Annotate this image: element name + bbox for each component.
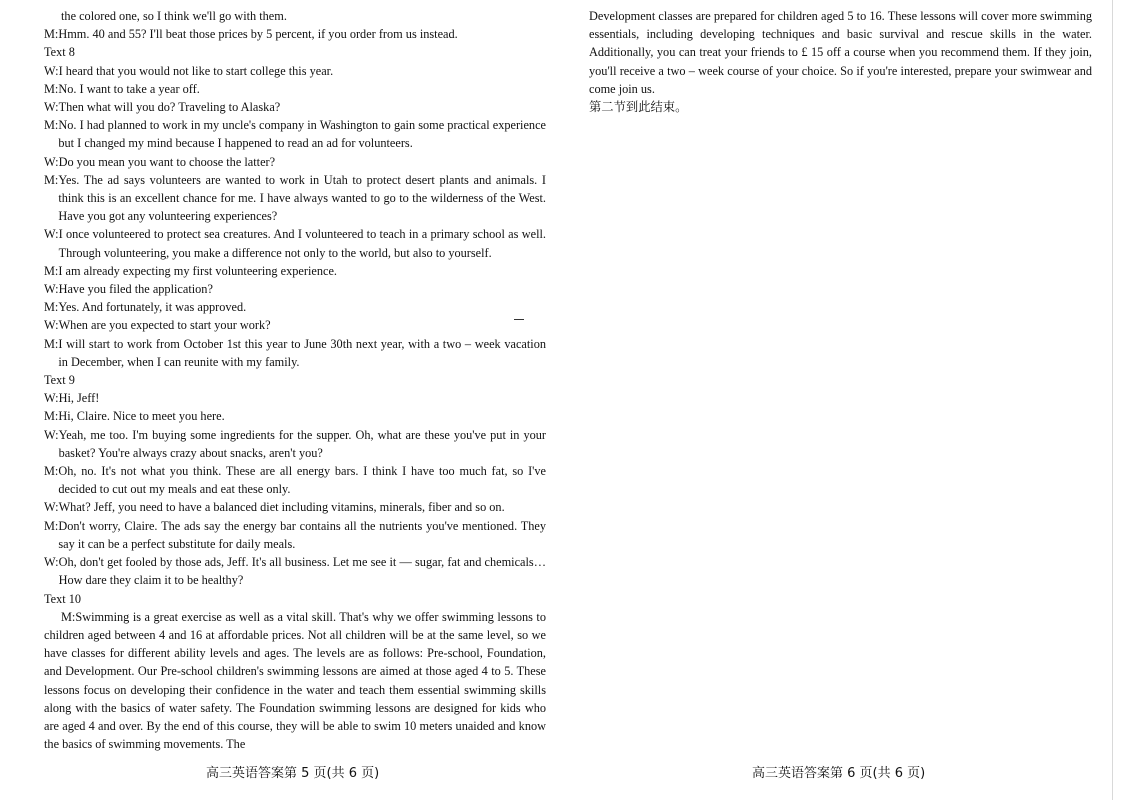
speaker-label: M:	[44, 81, 59, 96]
text-9-dialogue	[44, 389, 546, 589]
text-10-monologue: M:Swimming is a great exercise as well as a vital skill. That's why we offer swimming lessons to children aged between 4 and 16 at affordable prices. Not all children will be at the same level, so we have classes for different ability levels and ages. The levels are as follows: Pre-school, Foundation, and Development. Our Pre-school children's swimming lessons are aimed at those aged 4 to 5. These lessons focus on developing their confidence in the water and teach them essential swimming skills along with the basics of water safety. The Foundation swimming lessons are designed for kids who are aged 4 and over. By the end of this course, they will be able to swim 10 meters unaided and know the basics of swimming movements. The	[44, 609, 546, 752]
dialogue-text: I heard that you would not like to start college this year.	[58, 63, 334, 78]
dialogue-line	[44, 25, 546, 43]
speaker-label: M:	[44, 336, 59, 351]
speaker-label: W:	[44, 391, 59, 406]
speaker-label: W:	[44, 227, 59, 242]
dialogue-text: Hi, Claire. Nice to meet you here.	[58, 409, 225, 424]
dialogue-line	[44, 517, 546, 553]
dialogue-text: Oh, don't get fooled by those ads, Jeff. It's all business. Let me see it — sugar, fat and chemicals… How dare they claim it to be healthy?	[58, 555, 546, 588]
page-divider	[1112, 0, 1113, 800]
dialogue-text: Yes. And fortunately, it was approved.	[58, 300, 247, 315]
page-footer-right: 高三英语答案第 6 页(共 6 页)	[752, 766, 926, 781]
dialogue-line	[44, 153, 546, 171]
dialogue-text: Do you mean you want to choose the latter?	[58, 154, 276, 169]
lead-line: the colored one, so I think we'll go with them.	[61, 9, 287, 23]
right-column	[589, 7, 1092, 116]
page-footer-left: 高三英语答案第 5 页(共 6 页)	[206, 766, 380, 781]
speaker-label: W:	[44, 555, 59, 570]
speaker-label: W:	[44, 427, 59, 442]
text-10-heading: Text 10	[44, 591, 82, 606]
dialogue-line	[44, 262, 546, 280]
speaker-label: M:	[44, 464, 59, 479]
dialogue-text: Then what will you do? Traveling to Alaska?	[58, 100, 281, 115]
speaker-label: M:	[44, 263, 59, 278]
dialogue-text: Hmm. 40 and 55? I'll beat those prices by 5 percent, if you order from us instead.	[58, 27, 458, 42]
dialogue-text: I am already expecting my first volunteering experience.	[58, 263, 337, 278]
dialogue-line	[44, 171, 546, 226]
dialogue-line	[44, 335, 546, 371]
dialogue-line	[44, 280, 546, 298]
dialogue-text: Have you filed the application?	[58, 282, 213, 297]
dialogue-text: When are you expected to start your work?	[58, 318, 271, 333]
dialogue-line	[44, 498, 546, 516]
dialogue-line	[44, 407, 546, 425]
speaker-label: W:	[44, 63, 59, 78]
dialogue-text: I once volunteered to protect sea creatures. And I volunteered to teach in a primary school as well. Through volunteering, you make a difference not only to the world, but also to yourself.	[58, 227, 546, 260]
dialogue-text: Don't worry, Claire. The ads say the energy bar contains all the nutrients you've mentioned. They say it can be a perfect substitute for daily meals.	[58, 518, 546, 551]
dialogue-text: No. I had planned to work in my uncle's company in Washington to gain some practical experience but I changed my mind because I happened to read an ad for volunteers.	[58, 118, 546, 151]
speaker-label: M:	[44, 300, 59, 315]
speaker-label: W:	[44, 318, 59, 333]
dialogue-line	[44, 62, 546, 80]
dialogue-line	[44, 225, 546, 261]
dialogue-line	[44, 462, 546, 498]
dialogue-text: Oh, no. It's not what you think. These are all energy bars. I think I have too much fat, so I've decided to cut out my meals and eat these only.	[58, 464, 546, 497]
dialogue-line	[44, 116, 546, 152]
dialogue-line	[44, 426, 546, 462]
speaker-label: W:	[44, 100, 59, 115]
dialogue-text: Yes. The ad says volunteers are wanted to work in Utah to protect desert plants and animals. I think this is an excellent chance for me. I have always wanted to go to the wilderness of the West. Have you got any volunteering experiences?	[58, 172, 546, 224]
dialogue-line	[44, 553, 546, 589]
speaker-label: W:	[44, 500, 59, 515]
text-9-heading: Text 9	[44, 373, 75, 388]
speaker-label: M:	[44, 518, 59, 533]
dialogue-text: Yeah, me too. I'm buying some ingredients for the supper. Oh, what are these you've put in your basket? You're always crazy about snacks, aren't you?	[58, 427, 546, 460]
dialogue-text: What? Jeff, you need to have a balanced diet including vitamins, minerals, fiber and so on.	[58, 500, 505, 515]
text-10-continuation: Development classes are prepared for children aged 5 to 16. These lessons will cover more swimming essentials, including developing techniques and basic survival and rescue skills in the water. Additionally, you can treat your friends to £ 15 off a course when you recommend them. If they join, you'll receive a two – week course of your choice. So if you're interested, prepare your swimwear and come join us.	[589, 9, 1092, 96]
dialogue-line	[44, 80, 546, 98]
dialogue-line	[44, 298, 546, 316]
dialogue-text: No. I want to take a year off.	[58, 81, 200, 96]
dialogue-line	[44, 98, 546, 116]
speaker-label: M:	[44, 409, 59, 424]
speaker-label: M:	[44, 118, 59, 133]
left-column	[44, 7, 546, 753]
dialogue-line	[44, 389, 546, 407]
text-8-dialogue	[44, 62, 546, 371]
text-8-heading: Text 8	[44, 45, 75, 60]
dialogue-line	[44, 316, 546, 334]
speaker-label: W:	[44, 282, 59, 297]
speaker-label: M:	[44, 172, 59, 187]
dialogue-text: I will start to work from October 1st this year to June 30th next year, with a two – week vacation in December, when I can reunite with my family.	[58, 336, 546, 369]
speaker-label: M:	[44, 27, 59, 42]
section-end-note: 第二节到此结束。	[589, 100, 688, 115]
speaker-label: W:	[44, 154, 59, 169]
dialogue-text: Hi, Jeff!	[58, 391, 100, 406]
